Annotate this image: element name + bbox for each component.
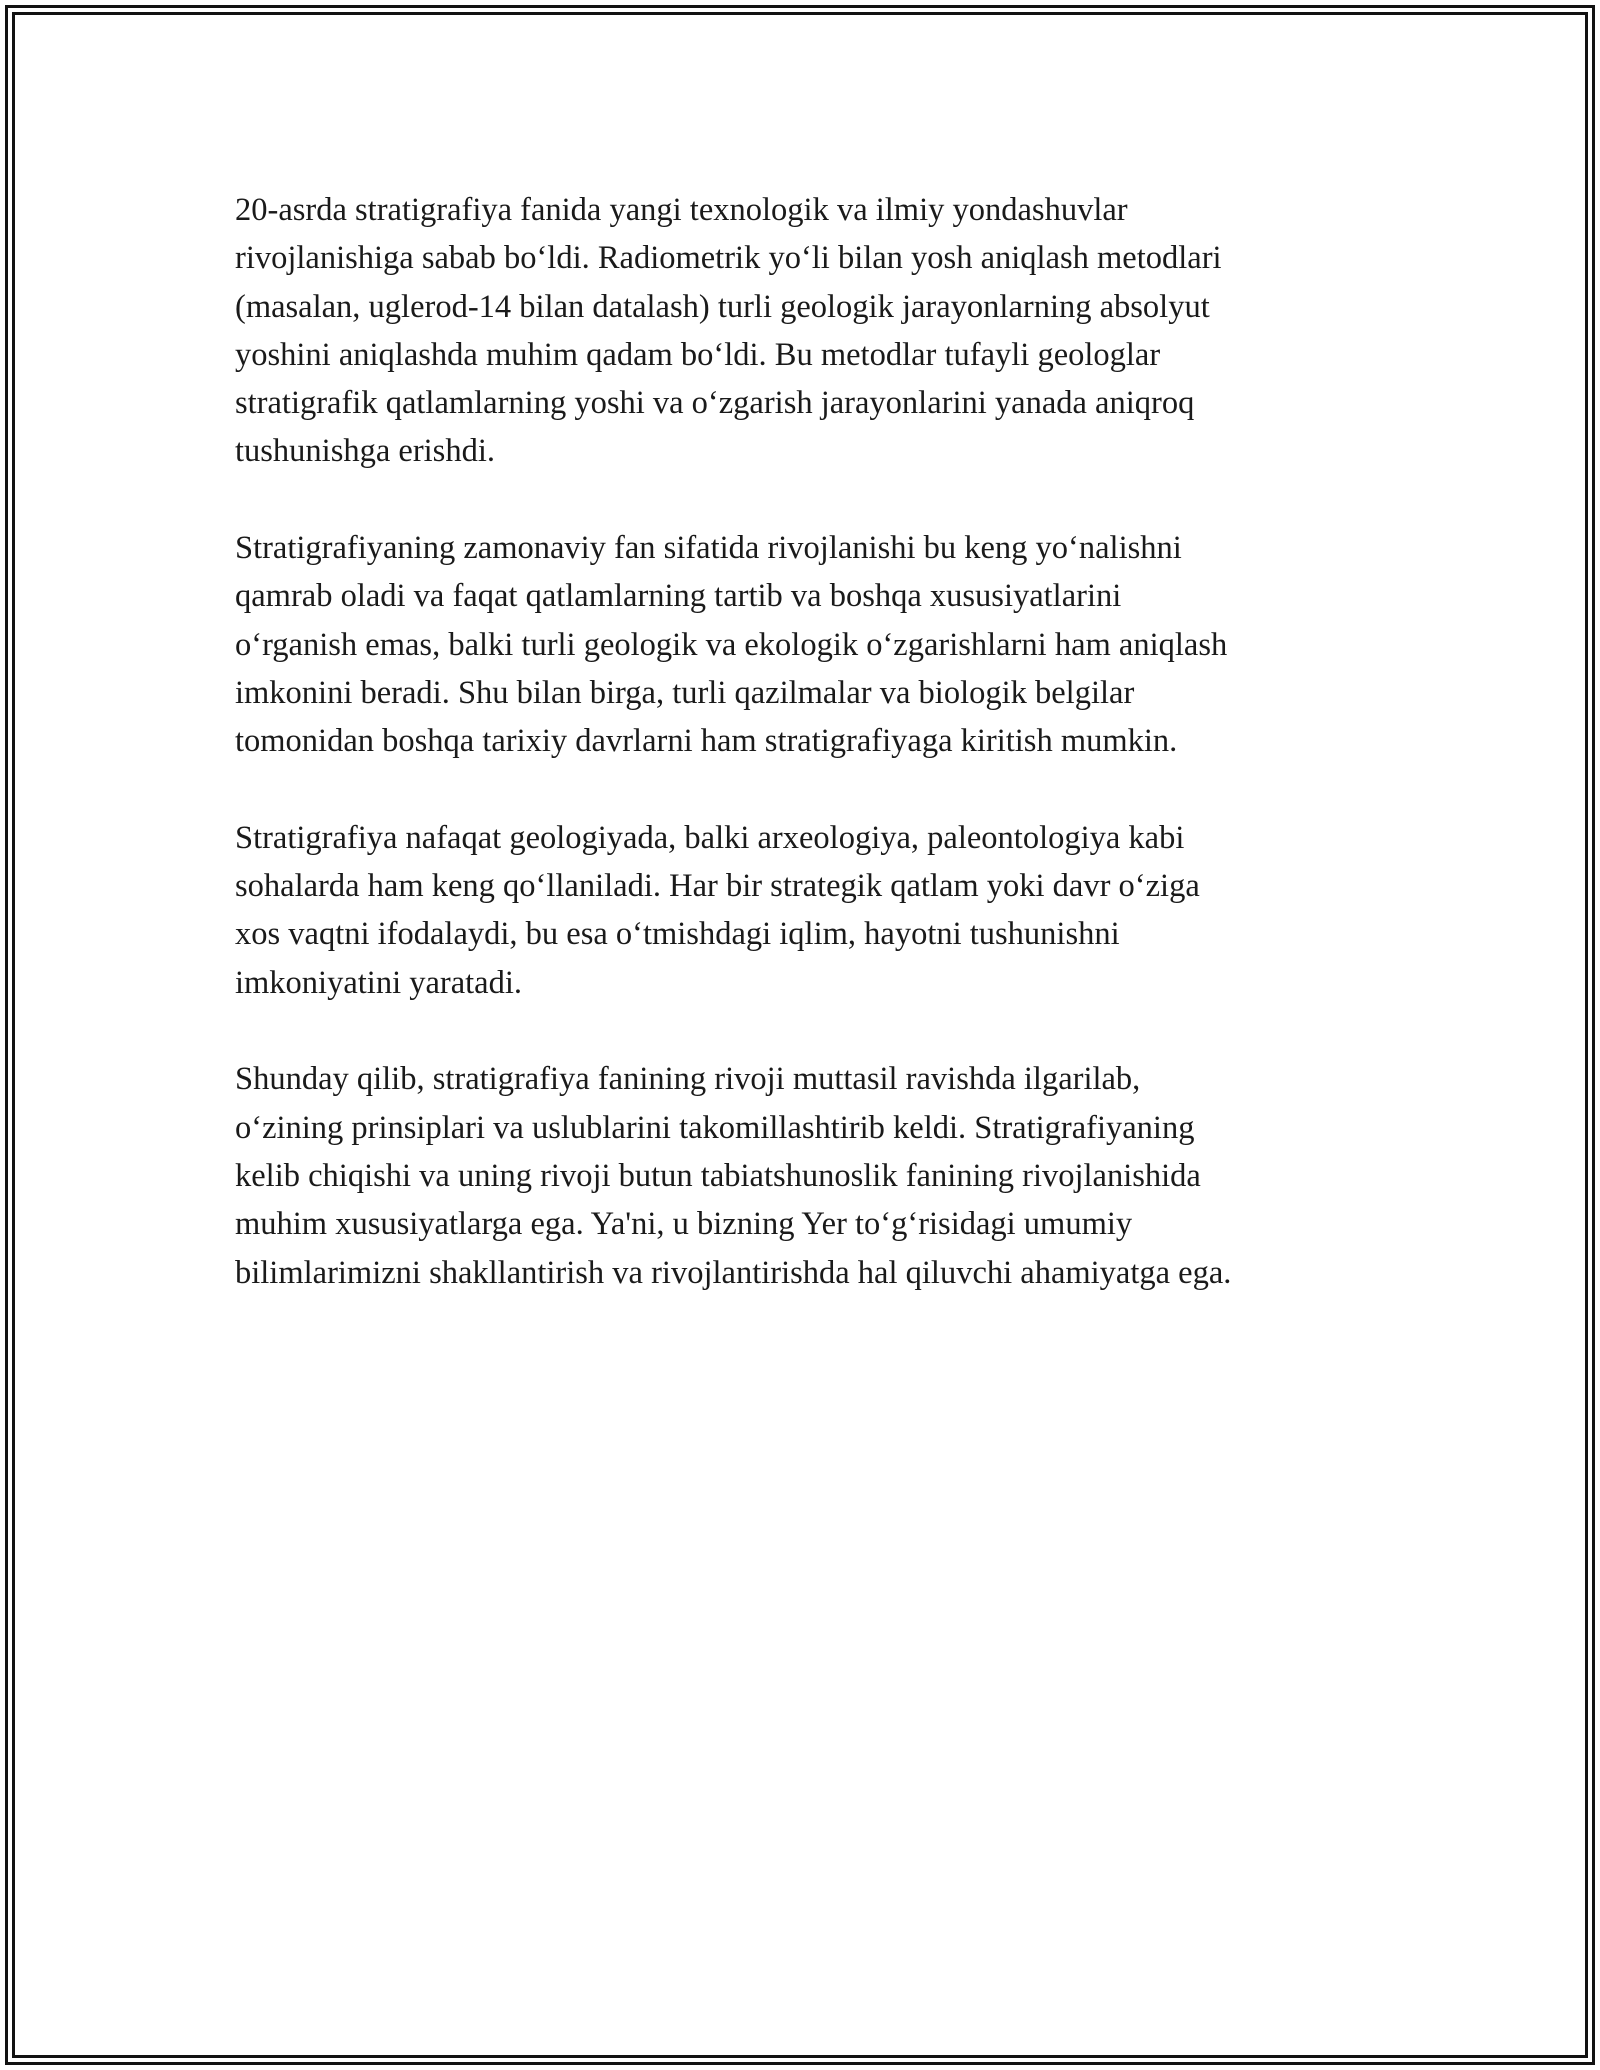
paragraph-4: Shunday qilib, stratigrafiya fanining rivoji muttasil ravishda ilgarilab, o‘zining prinsiplari va uslublarini takomillashtirib keldi. Stratigrafiyaning kelib chiqishi va uning rivoji butun tabiatshunoslik fanining rivojlanishida muhim xususiyatlarga ega. Ya'ni, u bizning Yer to‘g‘risidagi umumiy bilimlarimizni shakllantirish va rivojlantirishda hal qiluvchi ahamiyatga ega. [235, 1061, 1232, 1291]
document-body [235, 186, 1365, 1345]
paragraph-3: Stratigrafiya nafaqat geologiyada, balki arxeologiya, paleontologiya kabi sohalarda ham keng qo‘llaniladi. Har bir strategik qatlam yoki davr o‘ziga xos vaqtni ifodalaydi, bu esa o‘tmishdagi iqlim, hayotni tushunishni imkoniyatini yaratadi. [235, 819, 1200, 1001]
paragraph-1: 20-asrda stratigrafiya fanida yangi texnologik va ilmiy yondashuvlar rivojlanishiga sabab bo‘ldi. Radiometrik yo‘li bilan yosh aniqlash metodlari (masalan, uglerod-14 bilan datalash) turli geologik jarayonlarning absolyut yoshini aniqlashda muhim qadam bo‘ldi. Bu metodlar tufayli geologlar stratigrafik qatlamlarning yoshi va o‘zgarish jarayonlarini yanada aniqroq tushunishga erishdi. [235, 192, 1222, 470]
paragraph-2: Stratigrafiyaning zamonaviy fan sifatida rivojlanishi bu keng yo‘nalishni qamrab oladi va faqat qatlamlarning tartib va boshqa xususiyatlarini o‘rganish emas, balki turli geologik va ekologik o‘zgarishlarni ham aniqlash imkonini beradi. Shu bilan birga, turli qazilmalar va biologik belgilar tomonidan boshqa tarixiy davrlarni ham stratigrafiyaga kiritish mumkin. [235, 530, 1228, 760]
